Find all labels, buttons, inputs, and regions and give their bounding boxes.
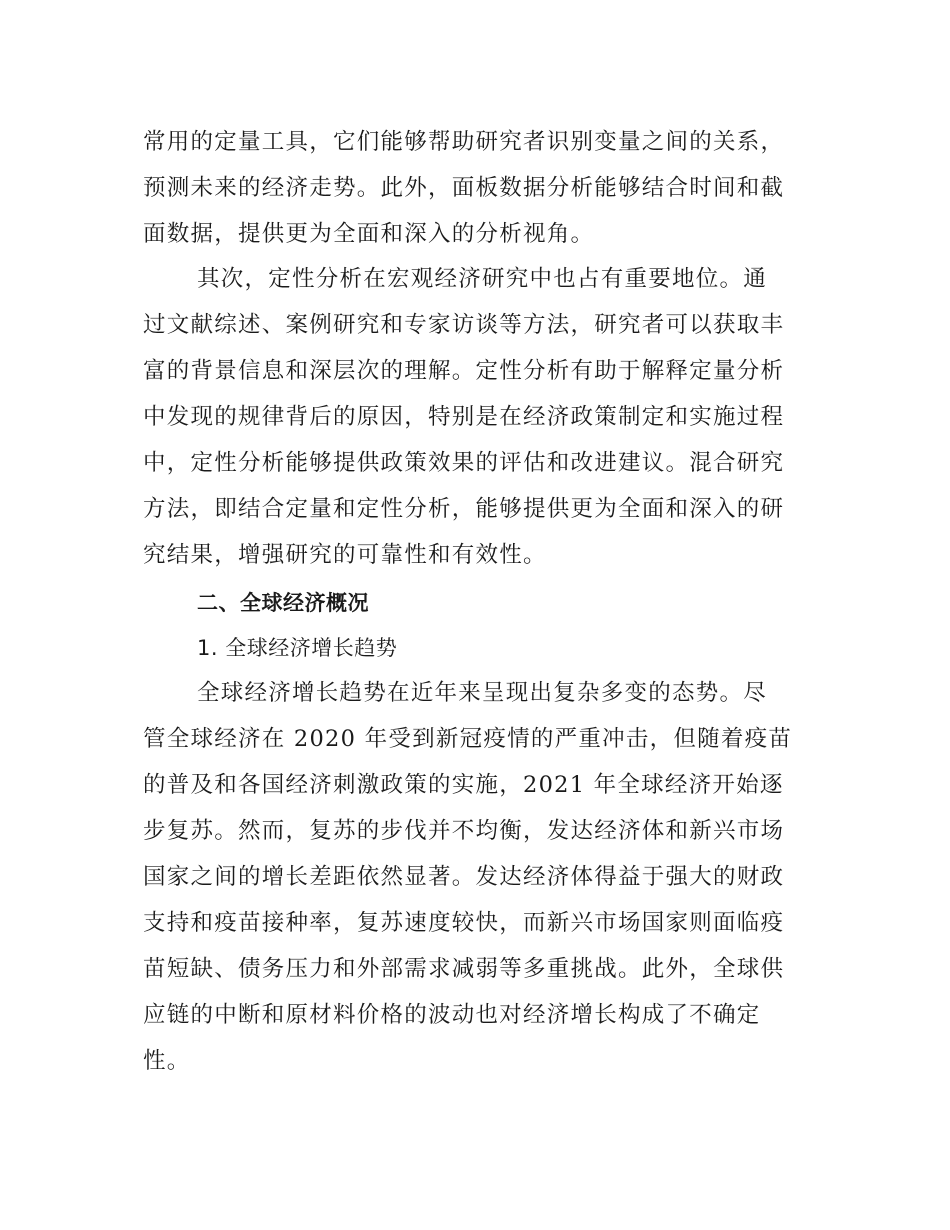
- body-text-line: 管全球经济在 2020 年受到新冠疫情的严重冲击，但随着疫苗: [143, 726, 793, 752]
- body-text-line: 方法，即结合定量和定性分析，能够提供更为全面和深入的研: [143, 496, 785, 522]
- body-text-line: 苗短缺、债务压力和外部需求减弱等多重挑战。此外，全球供: [143, 956, 785, 982]
- body-text-line: 应链的中断和原材料价格的波动也对经济增长构成了不确定: [143, 1002, 761, 1028]
- body-text-line: 预测未来的经济走势。此外，面板数据分析能够结合时间和截: [143, 175, 785, 201]
- body-text-line: 支持和疫苗接种率，复苏速度较快，而新兴市场国家则面临疫: [143, 910, 785, 936]
- body-text-line: 富的背景信息和深层次的理解。定性分析有助于解释定量分析: [143, 358, 785, 384]
- body-text-line: 步复苏。然而，复苏的步伐并不均衡，发达经济体和新兴市场: [143, 818, 785, 844]
- body-text-line: 常用的定量工具，它们能够帮助研究者识别变量之间的关系，: [143, 129, 785, 155]
- body-text-line: 的普及和各国经济刺激政策的实施，2021 年全球经济开始逐: [143, 772, 784, 798]
- subsection-heading: 1. 全球经济增长趋势: [197, 636, 398, 660]
- body-text-line: 中，定性分析能够提供政策效果的评估和改进建议。混合研究: [143, 450, 785, 476]
- body-text-line: 性。: [143, 1048, 191, 1074]
- body-text-line: 过文献综述、案例研究和专家访谈等方法，研究者可以获取丰: [143, 312, 785, 338]
- paragraph-first-line: 其次，定性分析在宏观经济研究中也占有重要地位。通: [197, 266, 768, 292]
- body-text-line: 究结果，增强研究的可靠性和有效性。: [143, 542, 547, 568]
- body-text-line: 面数据，提供更为全面和深入的分析视角。: [143, 221, 595, 247]
- paragraph-first-line: 全球经济增长趋势在近年来呈现出复杂多变的态势。尽: [197, 680, 768, 706]
- section-heading: 二、全球经济概况: [197, 591, 369, 615]
- body-text-line: 国家之间的增长差距依然显著。发达经济体得益于强大的财政: [143, 864, 785, 890]
- body-text-line: 中发现的规律背后的原因，特别是在经济政策制定和实施过程: [143, 404, 785, 430]
